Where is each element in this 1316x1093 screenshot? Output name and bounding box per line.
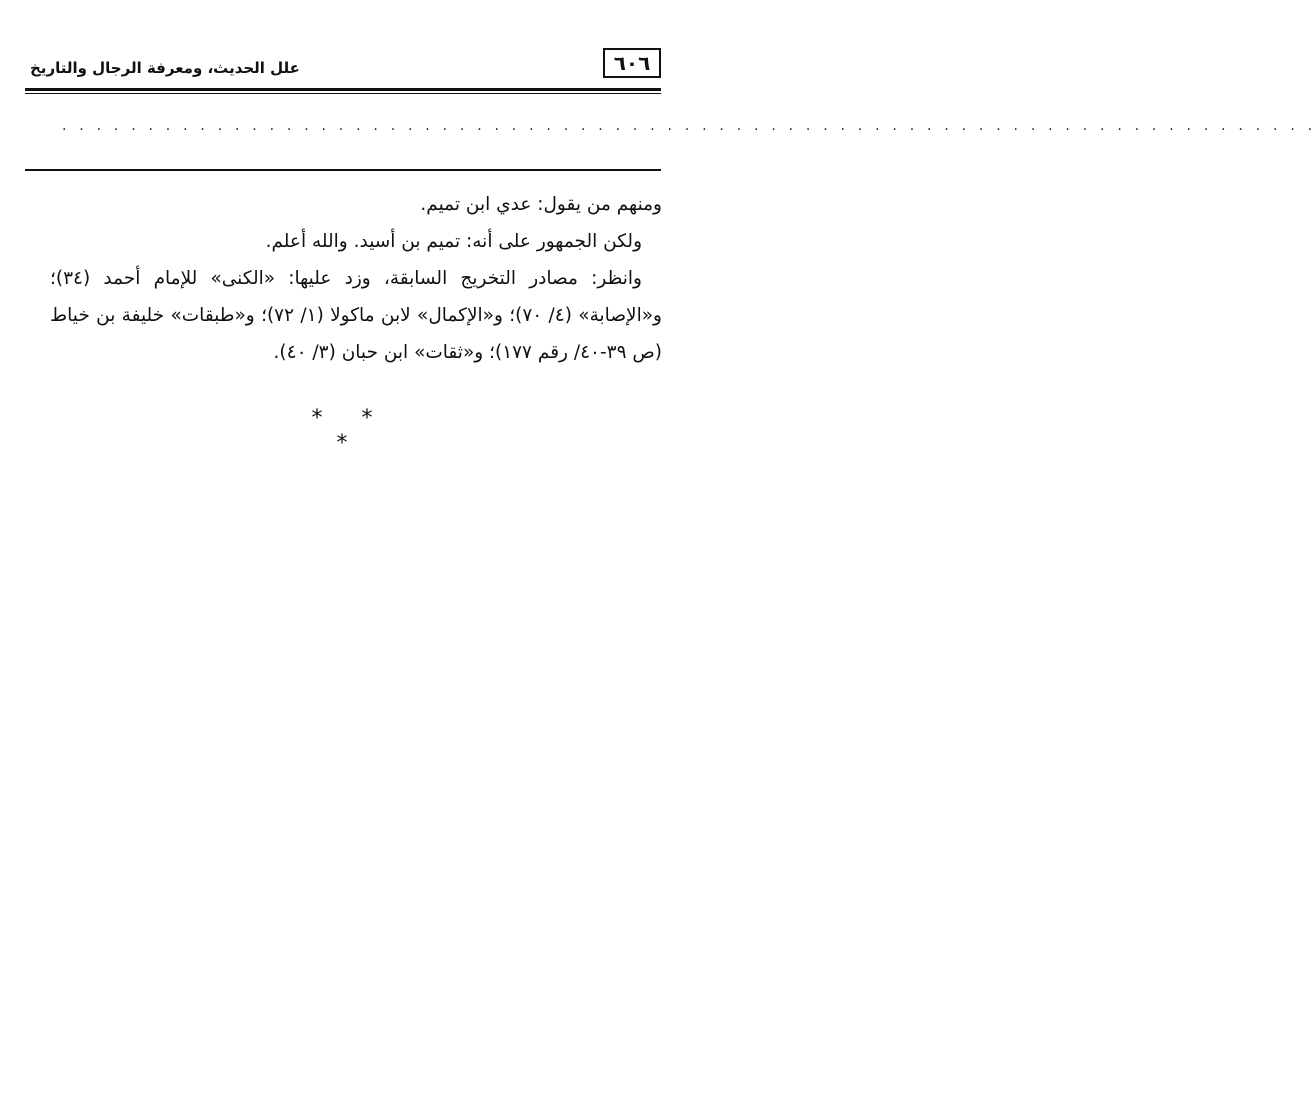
page-header: [25, 48, 661, 88]
paragraph-1: ومنهم من يقول: عدي ابن تميم.: [420, 194, 662, 215]
page-number: ٦٠٦: [603, 48, 661, 78]
section-rule: [25, 169, 661, 171]
omission-dots: . . . . . . . . . . . . . . . . . . . . . . . . . . . . . . . . . . . . . . . . . . . . . . . . . . . . . . . . . . . . . . . . . . . . . . . . .: [62, 118, 1316, 134]
paragraph-2: ولكن الجمهور على أنه: تميم بن أسيد. والله أعلم.: [265, 231, 642, 252]
header-rule-top: [25, 88, 661, 91]
paragraph-3: وانظر: مصادر التخريج السابقة، وزد عليها: «الكنى» للإمام أحمد (٣٤)؛ و«الإصابة» (٤/ ٧٠)؛ و«الإكمال» لابن ماكولا (١/ ٧٢)؛ و«طبقات» خليفة بن خياط (ص ٣٩-٤٠/ رقم ١٧٧)؛ و«ثقات» ابن حبان (٣/ ٤٠).: [50, 268, 662, 363]
section-end-ornament: * * *: [311, 406, 389, 456]
header-rule-bottom: [25, 93, 661, 94]
running-title: علل الحديث، ومعرفة الرجال والتاريخ: [30, 59, 300, 77]
main-text: [50, 186, 662, 371]
